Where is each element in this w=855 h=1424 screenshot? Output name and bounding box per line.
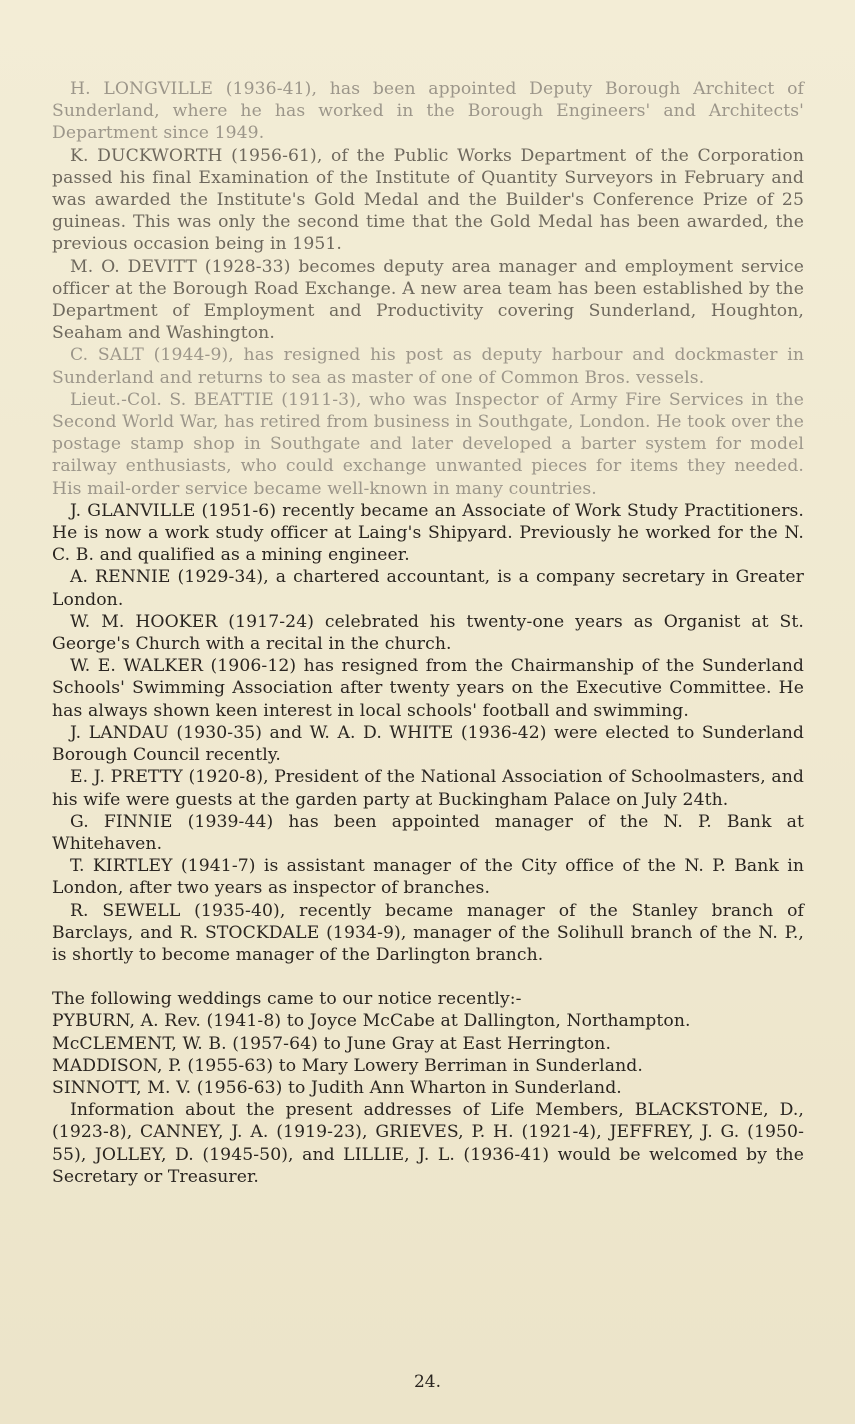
wedding-item: McCLEMENT, W. B. (1957-64) to June Gray at East Herrington. [52, 1033, 612, 1054]
news-item: M. O. DEVITT (1928-33) becomes deputy area manager and employment service officer at the Borough Road Exchange. A new area team has been established by the Department of Employment and Productivity covering Sunderland, Houghton, Seaham and Washington. [52, 256, 804, 344]
addresses-request: Information about the present addresses of Life Members, BLACKSTONE, D., (1923-8), CANNEY, J. A. (1919-23), GRIEVES, P. H. (1921-4), JEFFREY, J. G. (1950-55), JOLLEY, D. (1945-50), and LILLIE, J. L. (1936-41) would be welcomed by the Secretary or Treasurer. [52, 1100, 804, 1187]
text-column [52, 78, 804, 1188]
news-item: E. J. PRETTY (1920-8), President of the National Association of Schoolmasters, and his wife were guests at the garden party at Buckingham Palace on July 24th. [52, 767, 804, 810]
news-item: A. RENNIE (1929-34), a chartered accountant, is a company secretary in Greater London. [52, 567, 804, 610]
news-item: J. GLANVILLE (1951-6) recently became an Associate of Work Study Practitioners. He is now a work study officer at Laing's Shipyard. Previously he worked for the N. C. B. and qualified as a mining engineer. [52, 500, 804, 566]
news-item: R. SEWELL (1935-40), recently became manager of the Stanley branch of Barclays, and R. STOCKDALE (1934-9), manager of the Solihull branch of the N. P., is shortly to become manager of the Darlington branch. [52, 900, 804, 965]
section-gap [52, 966, 804, 988]
wedding-item: PYBURN, A. Rev. (1941-8) to Joyce McCabe at Dallington, Northampton. [52, 1011, 691, 1032]
wedding-item: MADDISON, P. (1955-63) to Mary Lowery Berriman in Sunderland. [52, 1055, 643, 1076]
news-item: Lieut.-Col. S. BEATTIE (1911-3), who was Inspector of Army Fire Services in the Second World War, has retired from business in Southgate, London. He took over the postage stamp shop in Southgate and later developed a barter system for model railway enthusiasts, who could exchange unwanted pieces for items they needed. His mail-order service became well-known in many countries. [52, 389, 804, 499]
news-item: H. LONGVILLE (1936-41), has been appointed Deputy Borough Architect of Sunderland, where he has worked in the Borough Engineers' and Architects' Department since 1949. [52, 79, 804, 144]
news-item: K. DUCKWORTH (1956-61), of the Public Works Department of the Corporation passed his final Examination of the Institute of Quantity Surveyors in February and was awarded the Institute's Gold Medal and the Builder's Conference Prize of 25 guineas. This was only the second time that the Gold Medal has been awarded, the previous occasion being in 1951. [52, 145, 804, 255]
weddings-heading: The following weddings came to our notice recently:- [52, 989, 522, 1010]
news-item: J. LANDAU (1930-35) and W. A. D. WHITE (1936-42) were elected to Sunderland Borough Council recently. [52, 722, 804, 766]
news-item: W. M. HOOKER (1917-24) celebrated his twenty-one years as Organist at St. George's Church with a recital in the church. [52, 611, 804, 655]
page-number: 24. [413, 1372, 442, 1392]
news-item: T. KIRTLEY (1941-7) is assistant manager of the City office of the N. P. Bank in London, after two years as inspector of branches. [52, 856, 804, 899]
news-item: G. FINNIE (1939-44) has been appointed manager of the N. P. Bank at Whitehaven. [52, 811, 804, 854]
news-item: C. SALT (1944-9), has resigned his post as deputy harbour and dockmaster in Sunderland and returns to sea as master of one of Common Bros. vessels. [52, 345, 804, 388]
wedding-item: SINNOTT, M. V. (1956-63) to Judith Ann Wharton in Sunderland. [52, 1077, 622, 1098]
news-item: W. E. WALKER (1906-12) has resigned from the Chairmanship of the Sunderland Schools' Swimming Association after twenty years on the Executive Committee. He has always shown keen interest in local schools' football and swimming. [52, 656, 804, 721]
weddings-section [52, 988, 804, 1099]
